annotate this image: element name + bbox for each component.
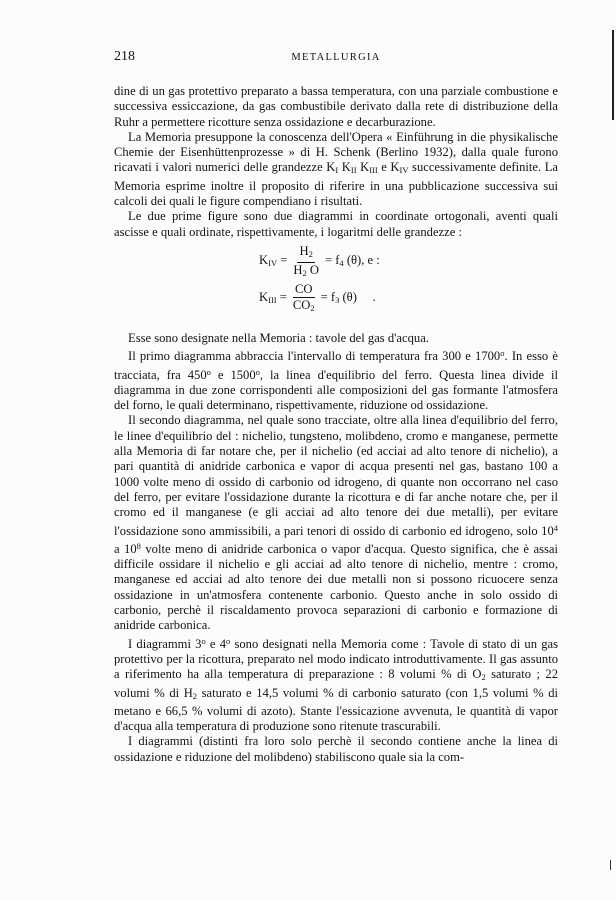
page-header xyxy=(114,49,558,69)
equation-kiii xyxy=(259,283,376,315)
paragraph-4: Esse sono designate nella Memoria : tavole del gas d'acqua. xyxy=(128,330,429,345)
paragraph-6: Il secondo diagramma, nel quale sono tracciate, oltre alla linea d'equilibrio del ferro, le linee d'equilibrio del : nichelio, tungsteno, molibdeno, cromo e manganese, permette alla Memoria di far notare che, per il nichelio (ed acciai ad alto tenore di nichelio), a pari quantità di anidride carbonica e vapor di acqua presenti nel gas, bastano 100 a 1000 volte meno di ossido di carbonio od idrogeno, di quante non occorrano nel caso del ferro, per evitare l'ossidazione durante la ricottura e di far anche notare che, per il cromo ed il manganese (e gli acciai ad alto tenore dei due metalli), per evitare l'ossidazione sono ammissibili, a pari tenori di ossido di carbonio ed idrogeno, solo $10^4$ a $10^8$ volte meno di anidride carbonica o vapor d'acqua. Questo significa, che è assai difficile ossidare il nichelio e gli acciai ad alto tenore di nichelio, mentre : cromo, manganese ed acciai ad alto tenore dei due metalli non si possono ricuocere senza ossidazione in un'atmosfera contenente carbonio. Questo anche in solo ossido di carbonio, perchè il riscaldamento provoca separazioni di carbonio e formazione di anidride carbonica. xyxy=(114,413,558,633)
paragraph-3: Le due prime figure sono due diagrammi in coordinate ortogonali, aventi quali ascisse e quali ordinate, rispettivamente, i logaritmi delle grandezze : xyxy=(114,209,558,239)
equation-kiv-lhs: $K_{IV}$ = xyxy=(259,253,288,269)
paragraph-1: dine di un gas protettivo preparato a bassa temperatura, con una parziale combustione e successiva essiccazione, da gas combustibile derivato dalla rete di distribuzione della Ruhr a permettere ricotture senza ossidazione e decarburazione. xyxy=(114,84,558,129)
equation-kiii-fraction xyxy=(291,283,317,315)
equation-kiii-denominator: $CO_2$ xyxy=(292,297,315,313)
scan-edge-mark xyxy=(612,30,614,120)
paragraph-8: I diagrammi (distinti fra loro solo perchè il secondo contiene anche la linea di ossidazione e riduzione del molibdeno) stabiliscono quale sia la com- xyxy=(114,734,558,764)
equation-kiv-denominator: $H_2$ O xyxy=(293,262,319,278)
running-title: METALLURGIA xyxy=(291,52,381,63)
equation-kiv xyxy=(259,245,380,280)
paragraph-5: Il primo diagramma abbraccia l'intervallo di temperatura fra 300 e 1700$^o$. In esso è tracciata, fra 450$^o$ e 1500$^o$, la linea d'equilibrio del ferro. Questa linea divide il diagramma in due zone corrispondenti alle composizioni del gas formante l'atmosfera del forno, le quali determinano, rispettivamente, riduzione od ossidazione. xyxy=(114,348,558,413)
paragraph-7: I diagrammi 3$^o$ e 4$^o$ sono designati nella Memoria come : Tavole di stato di un gas protettivo per la ricottura, preparato nel modo indicato introduttivamente. Il gas assunto a riferimento ha alla temperatura di preparazione : 8 volumi % di $O_2$ saturato ; 22 volumi % di $H_2$ saturato e 14,5 volumi % di carbonio saturato (con 1,5 volumi % di metano e 66,5 % volumi di azoto). Stante l'essicazione avvenuta, le quantità di vapor d'acqua alla temperatura di produzione sono ritenute trascurabili. xyxy=(114,635,558,734)
equation-kiii-numerator: CO xyxy=(295,281,313,296)
paragraph-2: La Memoria presuppone la conoscenza dell'Opera « Einführung in die physikalische Chemie der Eisenhüttenprozesse » di H. Schenk (Berlino 1932), dalla quale furono ricavati i valori numerici delle grandezze $K_I$ $K_{II}$ $K_{III}$ e $K_{IV}$ successivamente definite. La Memoria esprime inoltre il proposito di riferire in una pubblicazione successiva sui calcoli dei quali le figure compendiano i risultati. xyxy=(114,129,558,209)
equations-block xyxy=(114,243,558,323)
body-text xyxy=(114,84,558,765)
equation-kiv-rhs: = $f_4$ (θ), e : xyxy=(324,253,380,269)
page-number: 218 xyxy=(114,49,135,64)
equation-kiv-fraction xyxy=(291,245,321,280)
equation-kiii-lhs: $K_{III}$ = xyxy=(259,289,287,305)
equation-kiii-rhs: = $f_3$ (θ) . xyxy=(320,289,376,305)
equation-kiv-numerator: $H_2$ xyxy=(297,245,314,263)
scan-margin-mark xyxy=(610,860,611,870)
